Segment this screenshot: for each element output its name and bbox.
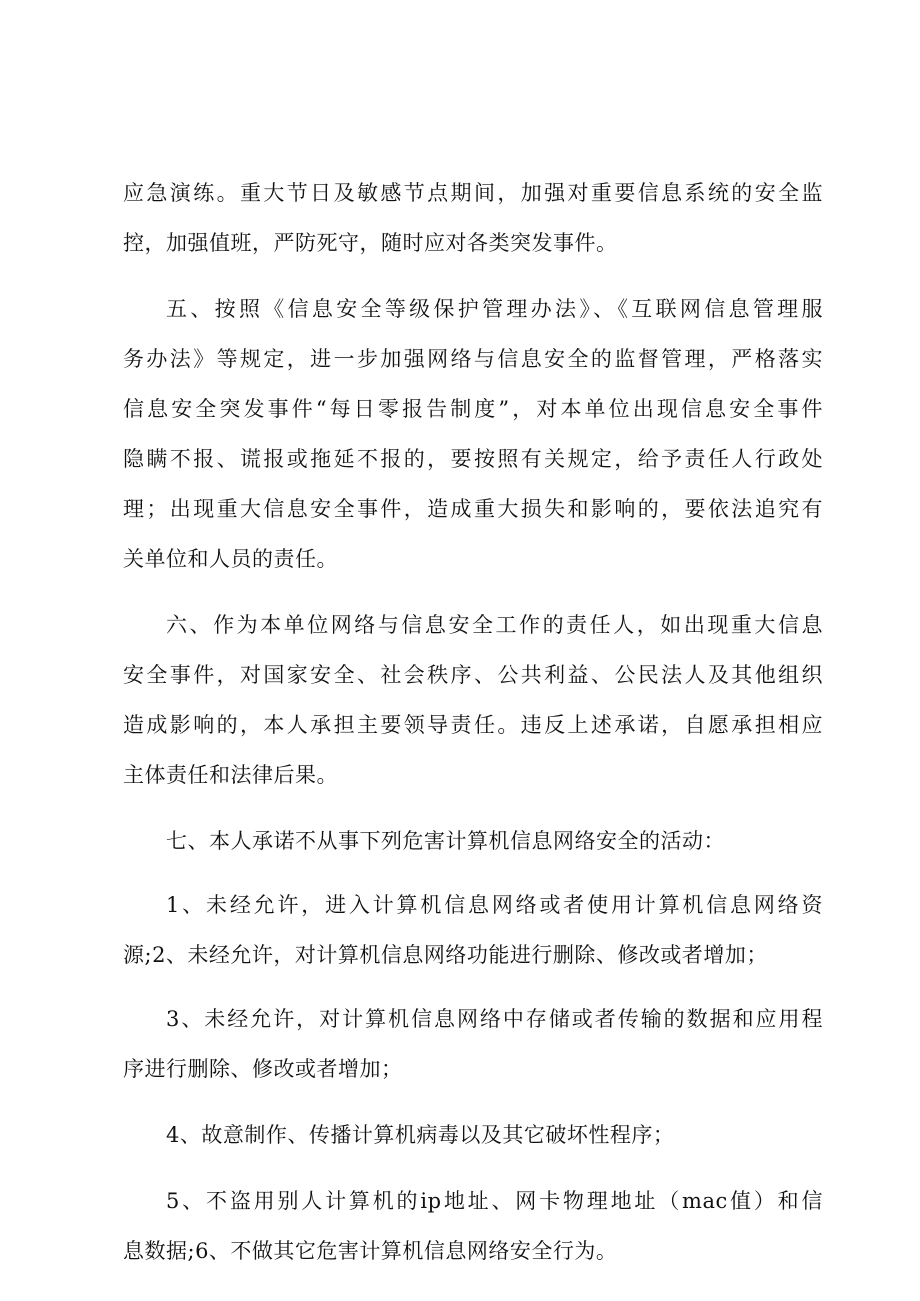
paragraph-6-line: 六、作为本单位网络与信息安全工作的责任人，如出现重大信息 [166, 613, 823, 637]
item-4-line: 4、故意制作、传播计算机病毒以及其它破坏性程序； [166, 1123, 675, 1147]
paragraph-5-line: 关单位和人员的责任。 [123, 547, 338, 571]
paragraph-5-line: 五、按照《信息安全等级保护管理办法》、《互联网信息管理服 [166, 297, 823, 321]
paragraph-7-line: 七、本人承诺不从事下列危害计算机信息网络安全的活动： [166, 829, 725, 853]
paragraph-5-line: 理；出现重大信息安全事件，造成重大损失和影响的，要依法追究有 [123, 497, 823, 521]
paragraph-6-line: 主体责任和法律后果。 [123, 763, 338, 787]
paragraph-5-line: 隐瞒不报、谎报或拖延不报的，要按照有关规定，给予责任人行政处 [123, 447, 823, 471]
item-1-line: 1、未经允许，进入计算机信息网络或者使用计算机信息网络资 [166, 893, 823, 917]
paragraph-5-line: 信息安全突发事件“每日零报告制度”，对本单位出现信息安全事件 [123, 397, 823, 421]
paragraph-6-line: 安全事件，对国家安全、社会秩序、公共利益、公民法人及其他组织 [123, 663, 823, 687]
text-line: 控，加强值班，严防死守，随时应对各类突发事件。 [123, 231, 618, 255]
text-line: 应急演练。重大节日及敏感节点期间，加强对重要信息系统的安全监 [123, 181, 823, 205]
item-3-line: 序进行删除、修改或者增加； [123, 1057, 403, 1081]
document-body [123, 168, 823, 1276]
item-6-line: 息数据;6、不做其它危害计算机信息网络安全行为。 [123, 1239, 618, 1263]
item-5-line: 5、不盗用别人计算机的ip地址、网卡物理地址（mac值）和信 [166, 1189, 823, 1213]
item-3-line: 3、未经允许，对计算机信息网络中存储或者传输的数据和应用程 [166, 1007, 823, 1031]
item-2-line: 源;2、未经允许，对计算机信息网络功能进行删除、修改或者增加； [123, 943, 768, 967]
paragraph-6-line: 造成影响的，本人承担主要领导责任。违反上述承诺，自愿承担相应 [123, 713, 823, 737]
paragraph-5-line: 务办法》等规定，进一步加强网络与信息安全的监督管理，严格落实 [123, 347, 823, 371]
